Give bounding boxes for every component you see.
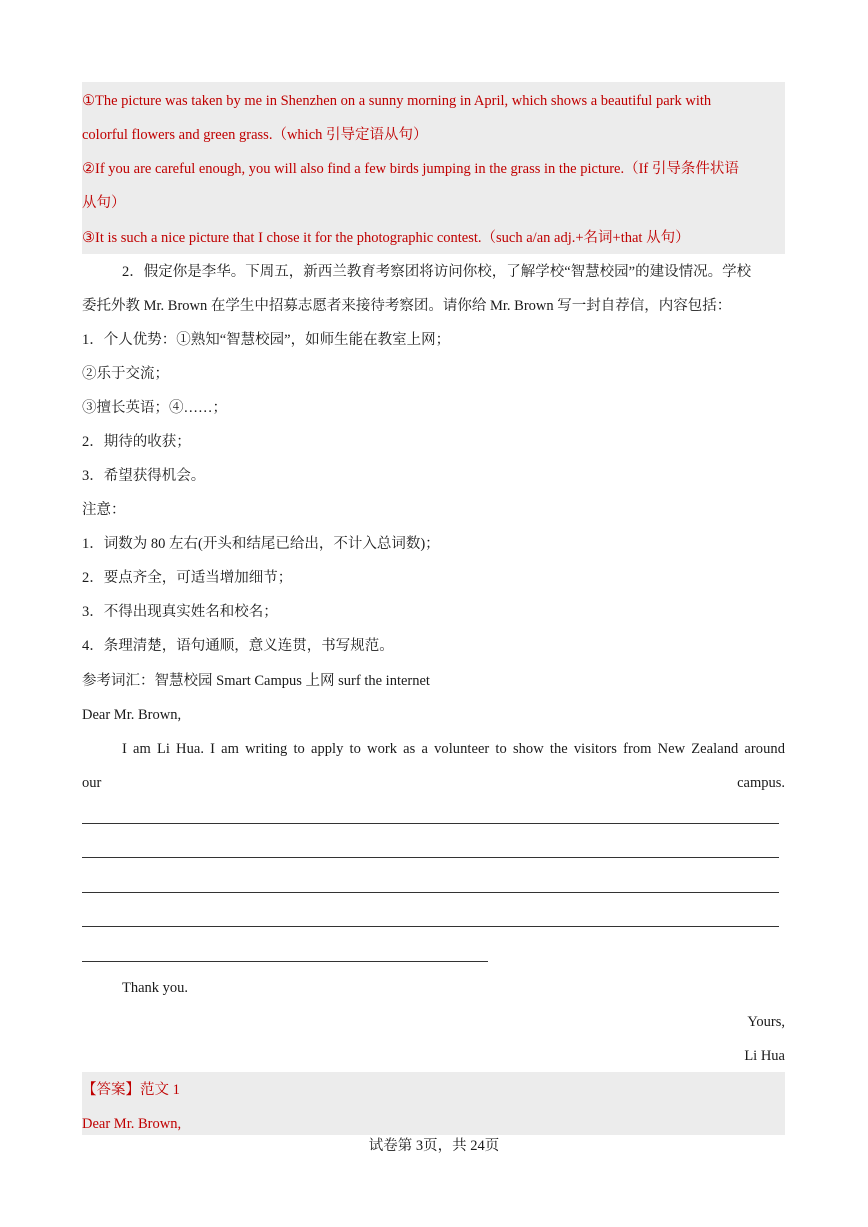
answer-blank-line[interactable] bbox=[82, 823, 779, 824]
reference-vocabulary: 参考词汇：智慧校园 Smart Campus 上网 surf the internet bbox=[82, 673, 430, 689]
answer-label: 【答案】范文 1 bbox=[82, 1082, 180, 1098]
answer-blank-line[interactable] bbox=[82, 892, 779, 893]
task-prompt-line-2: 委托外教 Mr. Brown 在学生中招募志愿者来接待考察团。请你给 Mr. Brown 写一封自荐信，内容包括： bbox=[82, 298, 732, 314]
note-item: 3．不得出现真实姓名和校名； bbox=[82, 604, 278, 620]
answer-greeting: Dear Mr. Brown, bbox=[82, 1116, 182, 1132]
task-point: ②乐于交流； bbox=[82, 366, 169, 382]
letter-name: Li Hua bbox=[744, 1048, 785, 1064]
answer-blank-line[interactable] bbox=[82, 926, 779, 927]
letter-greeting: Dear Mr. Brown, bbox=[82, 707, 182, 723]
example-sentence-1-line-1: ①The picture was taken by me in Shenzhen on a sunny morning in April, which shows a beautiful park with bbox=[82, 93, 712, 109]
note-item: 4．条理清楚，语句通顺，意义连贯，书写规范。 bbox=[82, 638, 394, 654]
task-prompt-line-1: 2．假定你是李华。下周五，新西兰教育考察团将访问你校，了解学校“智慧校园”的建设情况。学校 bbox=[122, 264, 752, 280]
example-sentence-2-line-2: 从句） bbox=[82, 195, 126, 211]
letter-closing: Thank you. bbox=[122, 980, 189, 996]
answer-blank-line[interactable] bbox=[82, 857, 779, 858]
task-point: 3．希望获得机会。 bbox=[82, 468, 206, 484]
note-item: 1．词数为 80 左右(开头和结尾已给出，不计入总词数)； bbox=[82, 536, 440, 552]
answer-blank-line[interactable] bbox=[82, 961, 488, 962]
notes-heading: 注意： bbox=[82, 502, 126, 518]
letter-opening-line-1: I am Li Hua. I am writing to apply to work as a volunteer to show the visitors from New Zealand around bbox=[122, 741, 785, 757]
example-sentence-3: ③It is such a nice picture that I chose it for the photographic contest.（such a/an adj.+名词+that 从句） bbox=[82, 230, 690, 246]
task-point: 1．个人优势：①熟知“智慧校园”，如师生能在教室上网； bbox=[82, 332, 451, 348]
task-point: 2．期待的收获； bbox=[82, 434, 191, 450]
example-sentence-1-line-2: colorful flowers and green grass.（which 引导定语从句） bbox=[82, 127, 428, 143]
answer-highlight bbox=[82, 1072, 785, 1135]
letter-signoff: Yours, bbox=[747, 1014, 785, 1030]
letter-opening-line-2-start: our bbox=[82, 775, 102, 791]
letter-opening-line-2-end: campus. bbox=[737, 775, 785, 791]
example-sentence-2-line-1: ②If you are careful enough, you will also find a few birds jumping in the grass in the picture.（If 引导条件状语 bbox=[82, 161, 739, 177]
page-footer: 试卷第 3页，共 24页 bbox=[368, 1138, 500, 1154]
task-point: ③擅长英语；④……； bbox=[82, 400, 227, 416]
note-item: 2．要点齐全，可适当增加细节； bbox=[82, 570, 293, 586]
